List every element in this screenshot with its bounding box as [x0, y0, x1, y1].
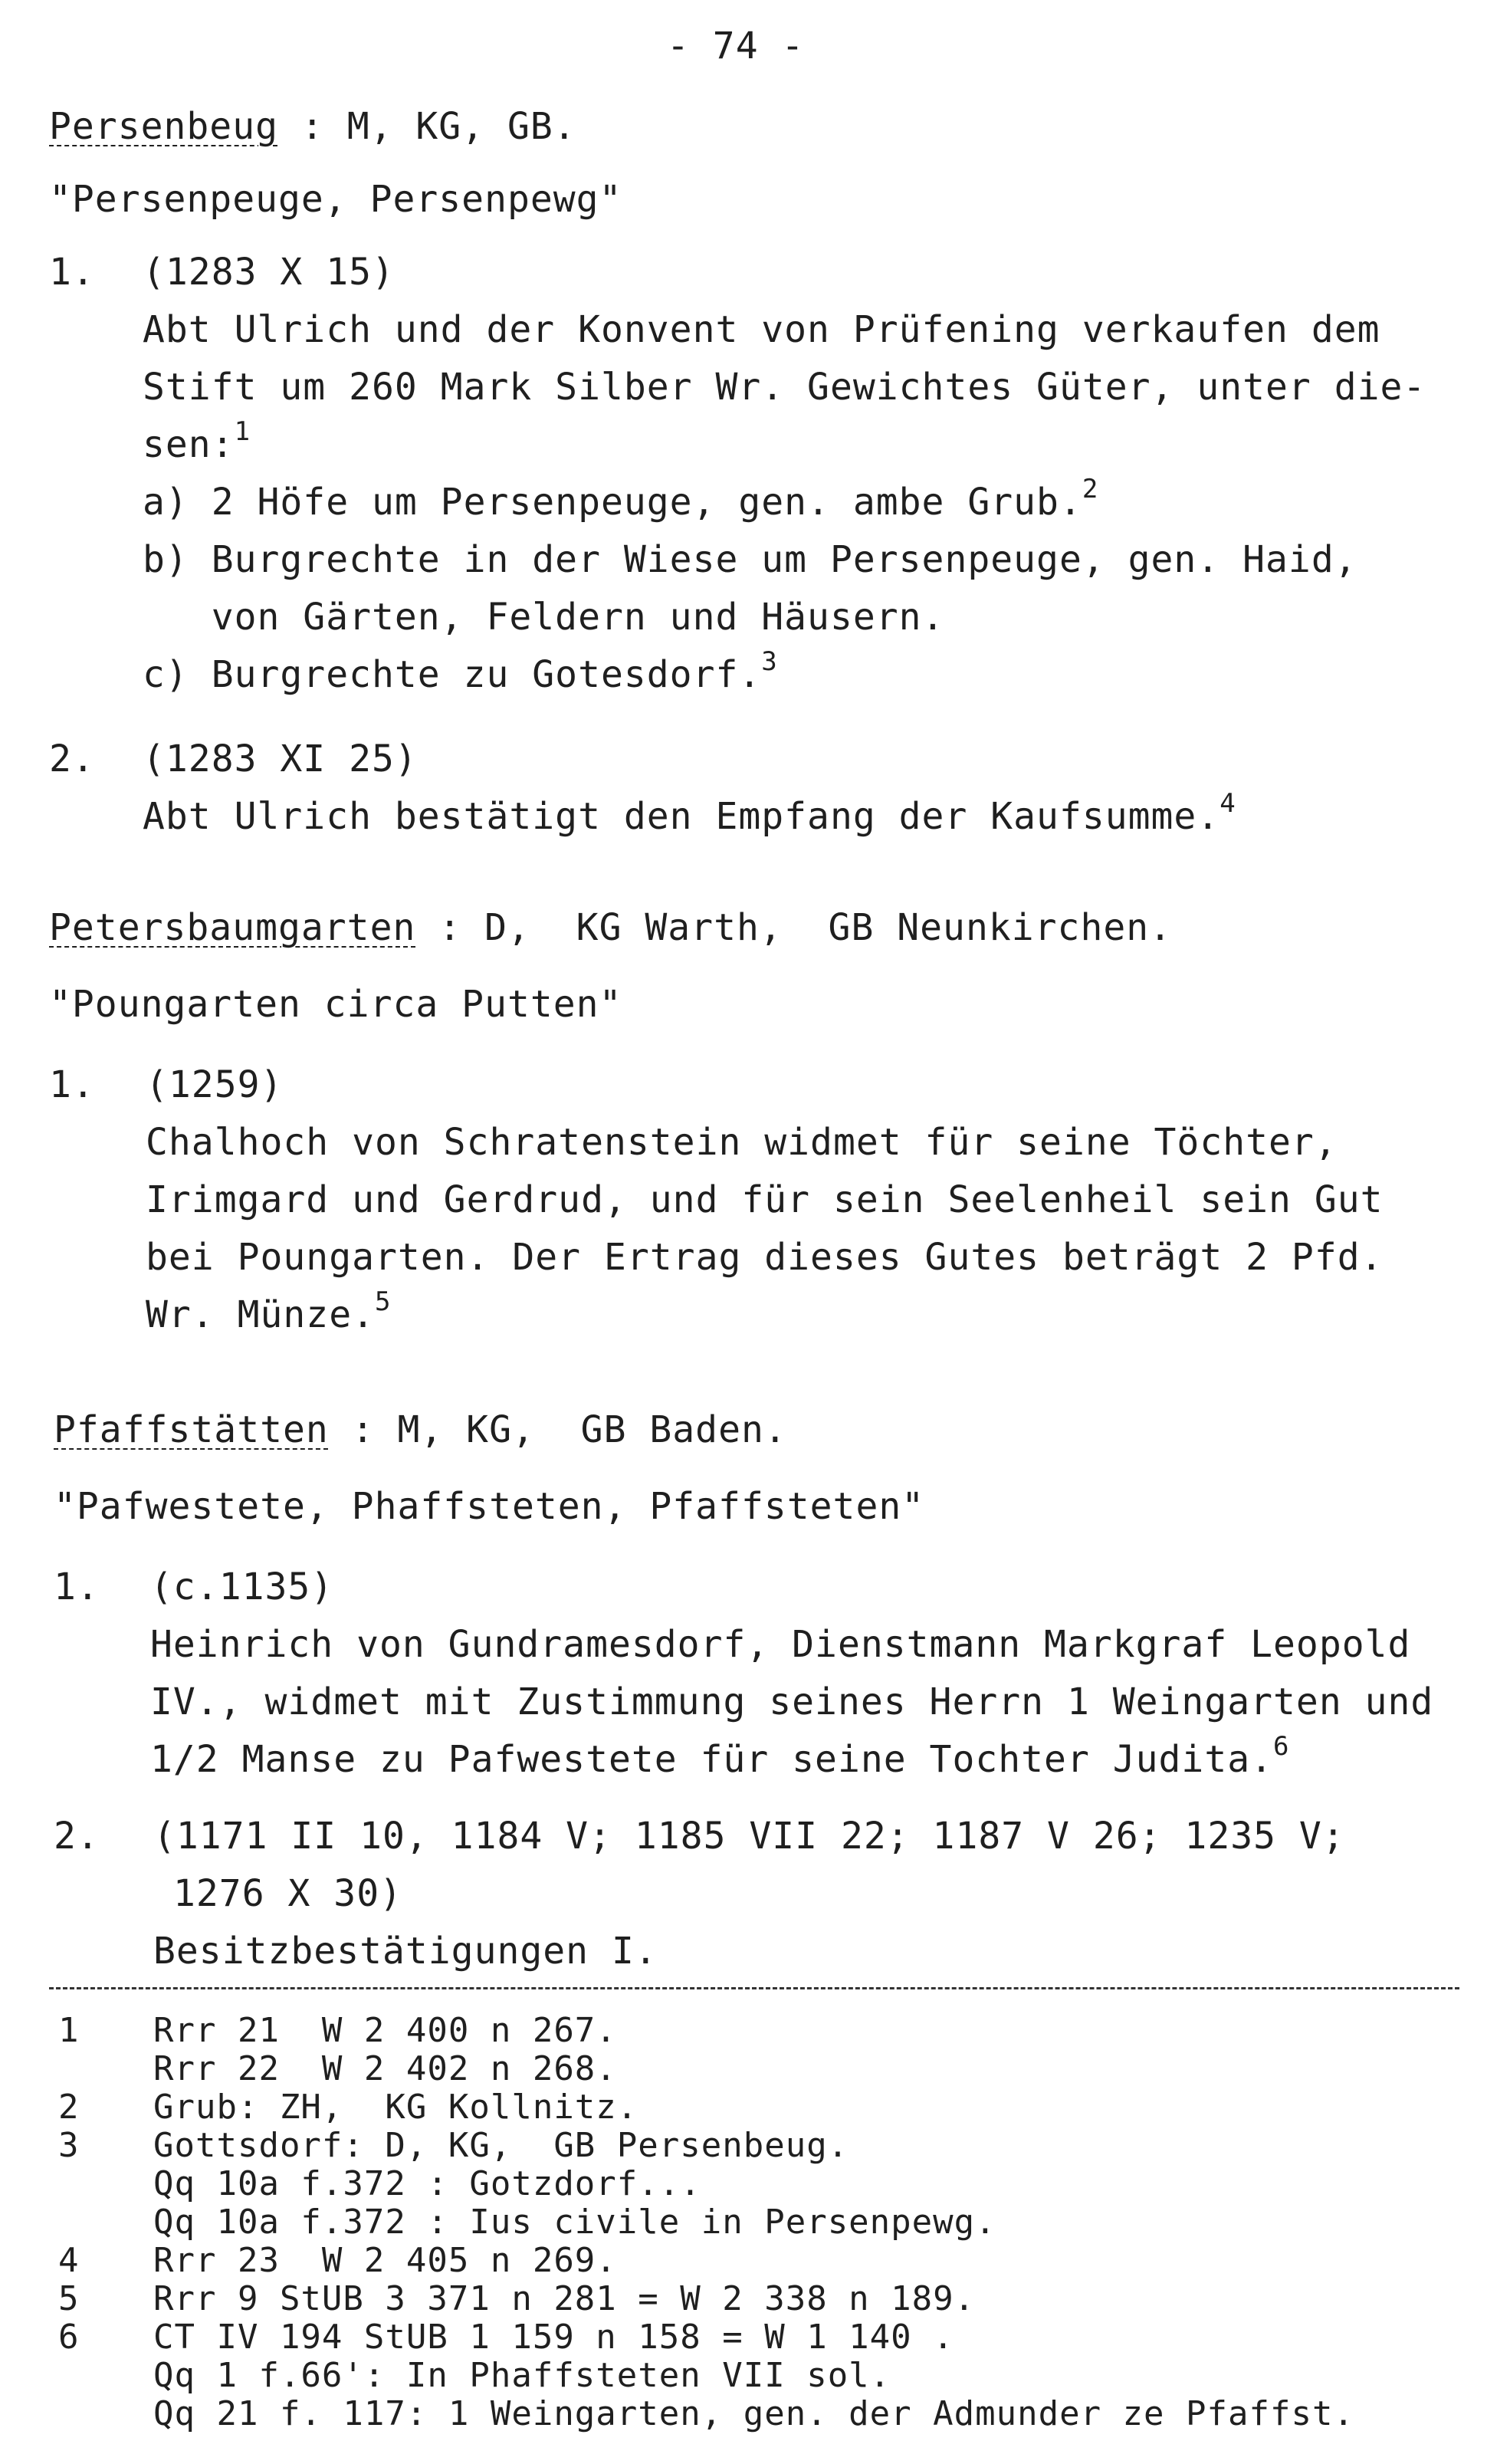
footnote-number: 4 — [58, 2241, 80, 2280]
place-designation: : D, KG Warth, GB Neunkirchen. — [438, 906, 1173, 949]
item-text-line: Abt Ulrich und der Konvent von Prüfening verkaufen dem — [143, 308, 1380, 351]
footnote-number: 1 — [58, 2011, 80, 2050]
footnote-ref: 2 — [1082, 474, 1099, 504]
entry-heading — [49, 905, 1172, 951]
footnote-number: 5 — [58, 2279, 80, 2318]
page-number: - 74 - — [667, 25, 805, 67]
footnote-text: Qq 10a f.372 : Gotzdorf... — [153, 2164, 701, 2203]
footnote-text: Rrr 21 W 2 400 n 267. — [153, 2011, 617, 2050]
item-text-line: Wr. Münze.$^5$ — [146, 1286, 392, 1336]
footnote-text: Gottsdorf: D, KG, GB Persenbeug. — [153, 2126, 849, 2165]
footnote-text: CT IV 194 StUB 1 159 n 158 = W 1 140 . — [153, 2318, 954, 2357]
subitem-line: c) Burgrechte zu Gotesdorf.$^3$ — [143, 646, 778, 696]
footnote-text: Rrr 23 W 2 405 n 269. — [153, 2241, 617, 2280]
item-date: (1171 II 10, 1184 V; 1185 VII 22; 1187 V 26; 1235 V; — [153, 1815, 1345, 1858]
item-number: 1. — [49, 1063, 95, 1106]
place-designation: : M, KG, GB. — [300, 105, 576, 148]
subitem-line: von Gärten, Feldern und Häusern. — [143, 596, 945, 639]
footnote-number: 2 — [58, 2088, 80, 2127]
item-date: (1259) — [146, 1063, 284, 1106]
item-date-continued: 1276 X 30) — [173, 1872, 402, 1915]
footnote-text: Qq 1 f.66': In Phaffsteten VII sol. — [153, 2356, 891, 2395]
item-date: (c.1135) — [150, 1565, 334, 1608]
footnote-number: 6 — [58, 2318, 80, 2357]
footnote-ref: 3 — [761, 646, 778, 677]
historic-names: "Poungarten circa Putten" — [49, 983, 622, 1026]
footnote-text: Rrr 9 StUB 3 371 n 281 = W 2 338 n 189. — [153, 2279, 976, 2318]
footnote-separator — [49, 1987, 1459, 1989]
footnote-ref: 4 — [1219, 788, 1236, 819]
item-date: (1283 X 15) — [143, 251, 395, 294]
item-text-line: IV., widmet mit Zustimmung seines Herrn 1 Weingarten und — [150, 1680, 1434, 1723]
item-number: 1. — [54, 1565, 100, 1608]
footnote-text: Qq 21 f. 117: 1 Weingarten, gen. der Admunder ze Pfaffst. — [153, 2394, 1354, 2433]
entry-heading — [49, 103, 576, 149]
item-number: 1. — [49, 251, 95, 294]
place-name: Persenbeug — [49, 105, 278, 148]
item-text-line: Irimgard und Gerdrud, und für sein Seelenheil sein Gut — [146, 1178, 1384, 1221]
item-text-line: sen:$^1$ — [143, 416, 251, 466]
item-text-line: Abt Ulrich bestätigt den Empfang der Kaufsumme.$^4$ — [143, 788, 1236, 838]
item-date: (1283 XI 25) — [143, 738, 418, 780]
subitem-line: a) 2 Höfe um Persenpeuge, gen. ambe Grub.$^2$ — [143, 474, 1099, 524]
footnote-ref: 6 — [1273, 1731, 1290, 1762]
item-text-line: Heinrich von Gundramesdorf, Dienstmann Markgraf Leopold — [150, 1623, 1411, 1666]
place-name: Petersbaumgarten — [49, 906, 416, 949]
item-number: 2. — [49, 738, 95, 780]
entry-heading — [54, 1407, 787, 1453]
item-text-line: Chalhoch von Schratenstein widmet für seine Töchter, — [146, 1121, 1338, 1164]
historic-names: "Persenpeuge, Persenpewg" — [49, 178, 622, 221]
item-text-line: Stift um 260 Mark Silber Wr. Gewichtes Güter, unter die- — [143, 366, 1426, 409]
item-text-line: 1/2 Manse zu Pafwestete für seine Tochter Judita.$^6$ — [150, 1731, 1290, 1781]
footnote-number: 3 — [58, 2126, 80, 2165]
footnote-ref: 1 — [234, 416, 251, 447]
item-text-line: bei Poungarten. Der Ertrag dieses Gutes beträgt 2 Pfd. — [146, 1236, 1384, 1279]
subitem-line: b) Burgrechte in der Wiese um Persenpeuge, gen. Haid, — [143, 538, 1357, 581]
footnote-text: Grub: ZH, KG Kollnitz. — [153, 2088, 638, 2127]
place-designation: : M, KG, GB Baden. — [351, 1408, 787, 1451]
place-name: Pfaffstätten — [54, 1408, 329, 1451]
footnote-text: Qq 10a f.372 : Ius civile in Persenpewg. — [153, 2203, 996, 2242]
footnote-ref: 5 — [374, 1286, 392, 1317]
item-number: 2. — [54, 1815, 100, 1858]
historic-names: "Pafwestete, Phaffsteten, Pfaffsteten" — [54, 1485, 925, 1528]
item-text-line: Besitzbestätigungen I. — [153, 1930, 658, 1973]
footnote-text: Rrr 22 W 2 402 n 268. — [153, 2049, 617, 2088]
